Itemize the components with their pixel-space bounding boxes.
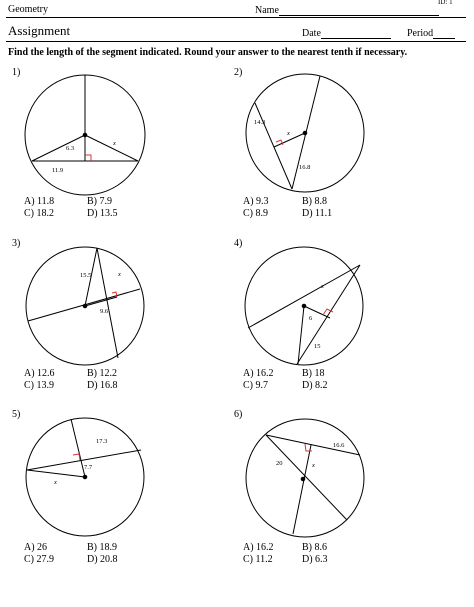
choice-3c[interactable]: C) 13.9 [24, 380, 54, 391]
label-4-x: x [321, 283, 324, 290]
diagram-5 [26, 418, 144, 536]
problem-number-1: 1) [12, 67, 21, 78]
chord-6 [266, 435, 360, 455]
label-2-x: x [287, 130, 290, 137]
label-6-b: 20 [276, 460, 283, 467]
choice-1d[interactable]: D) 13.5 [87, 208, 118, 219]
diagram-1 [25, 75, 145, 195]
choice-4a[interactable]: A) 16.2 [243, 368, 274, 379]
label-1-b: 11.9 [52, 167, 64, 174]
perpendicular-3 [85, 297, 117, 306]
problem-number-3: 3) [12, 238, 21, 249]
radius-1a [32, 135, 85, 161]
name-label: Name [255, 5, 279, 16]
chord-4b [297, 265, 360, 364]
diameter-6 [293, 445, 311, 534]
problem-number-5: 5) [12, 409, 21, 420]
center-point-6 [301, 477, 305, 481]
label-5-x: x [54, 479, 57, 486]
radius-5 [71, 419, 85, 477]
right-angle-mark-5 [73, 454, 80, 460]
worksheet-title: Assignment [8, 23, 71, 38]
period-label: Period [407, 28, 434, 39]
choice-5b[interactable]: B) 18.9 [87, 542, 117, 553]
center-point-2 [303, 131, 307, 135]
diagram-6 [246, 419, 364, 537]
instructions: Find the length of the segment indicated. Round your answer to the nearest tenth if necessary. [8, 47, 408, 58]
choice-2b[interactable]: B) 8.8 [302, 196, 327, 207]
worksheet-id: ID: 1 [438, 0, 453, 6]
perpendicular-4 [304, 306, 330, 318]
choice-5a[interactable]: A) 26 [24, 542, 48, 553]
choice-5d[interactable]: D) 20.8 [87, 554, 118, 565]
label-2-a: 14.3 [254, 119, 266, 126]
choice-3a[interactable]: A) 12.6 [24, 368, 55, 379]
choice-6b[interactable]: B) 8.6 [302, 542, 327, 553]
choice-1b[interactable]: B) 7.9 [87, 196, 112, 207]
label-4-b: 15 [314, 343, 321, 350]
choice-5c[interactable]: C) 27.9 [24, 554, 54, 565]
secant-5 [27, 470, 85, 477]
diagram-3 [26, 247, 144, 365]
right-angle-mark-1 [85, 155, 91, 161]
choice-6d[interactable]: D) 6.3 [302, 554, 328, 565]
problem-number-2: 2) [234, 67, 243, 78]
label-3-a: 15.5 [80, 272, 92, 279]
choice-6c[interactable]: C) 11.2 [243, 554, 273, 565]
label-2-b: 16.8 [299, 164, 311, 171]
label-6-a: 16.6 [333, 442, 345, 449]
choice-3b[interactable]: B) 12.2 [87, 368, 117, 379]
label-5-b: 7.7 [84, 464, 93, 471]
label-1-a: 6.3 [66, 145, 75, 152]
center-point-4 [302, 304, 306, 308]
problem-number-4: 4) [234, 238, 243, 249]
diagram-2 [246, 74, 364, 192]
choice-1a[interactable]: A) 11.8 [24, 196, 55, 207]
choice-4b[interactable]: B) 18 [302, 368, 325, 379]
choice-6a[interactable]: A) 16.2 [243, 542, 274, 553]
choice-4d[interactable]: D) 8.2 [302, 380, 328, 391]
label-4-a: 6 [309, 315, 313, 322]
center-point-1 [83, 133, 87, 137]
center-point-5 [83, 475, 87, 479]
label-3-x: x [118, 271, 121, 278]
chord-3b [97, 248, 118, 358]
choice-2a[interactable]: A) 9.3 [243, 196, 269, 207]
choice-2d[interactable]: D) 11.1 [302, 208, 333, 219]
choice-3d[interactable]: D) 16.8 [87, 380, 118, 391]
choice-2c[interactable]: C) 8.9 [243, 208, 268, 219]
label-5-a: 17.3 [96, 438, 108, 445]
problem-number-6: 6) [234, 409, 243, 420]
date-label: Date [302, 28, 321, 39]
label-1-x: x [113, 140, 116, 147]
radius-1b [85, 135, 138, 161]
center-point-3 [83, 304, 87, 308]
chord-2 [255, 103, 292, 189]
label-3-b: 9.6 [100, 308, 109, 315]
label-6-x: x [312, 462, 315, 469]
diagram-4 [245, 247, 363, 365]
chord-4 [248, 265, 360, 328]
course-name: Geometry [8, 4, 48, 15]
choice-1c[interactable]: C) 18.2 [24, 208, 54, 219]
choice-4c[interactable]: C) 9.7 [243, 380, 268, 391]
